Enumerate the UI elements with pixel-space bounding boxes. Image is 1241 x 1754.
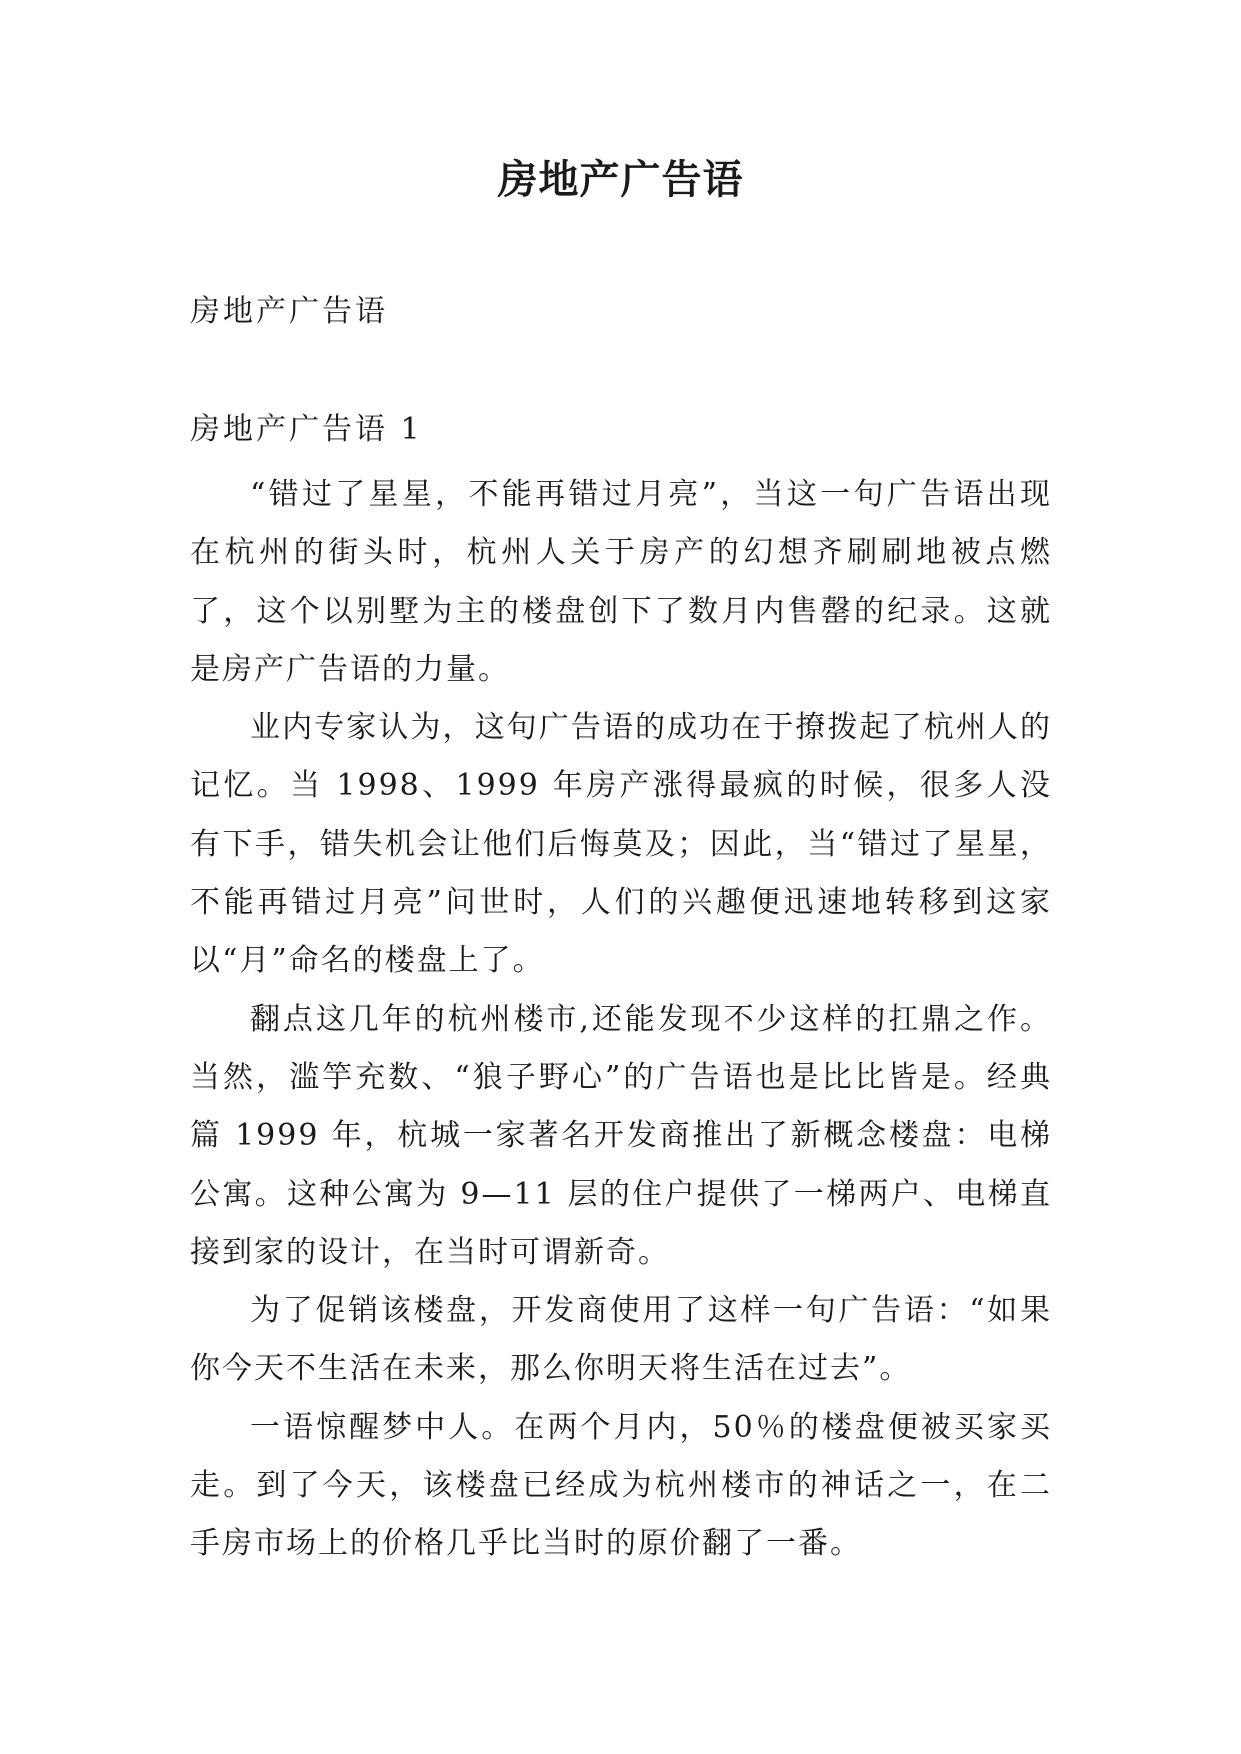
paragraph: 业内专家认为，这句广告语的成功在于撩拨起了杭州人的记忆。当 1998、1999 年房产涨得最疯的时候，很多人没有下手，错失机会让他们后悔莫及；因此，当“错过了星星，不能再错过月亮”问世时，人们的兴趣便迅速地转移到这家以“月”命名的楼盘上了。 <box>190 710 1052 979</box>
document-subtitle: 房地产广告语 <box>190 294 388 329</box>
section-heading: 房地产广告语 1 <box>190 412 423 447</box>
paragraph: 为了促销该楼盘，开发商使用了这样一句广告语：“如果你今天不生活在未来，那么你明天将生活在过去”。 <box>190 1293 1052 1387</box>
body-text <box>190 466 1052 1574</box>
paragraph: “错过了星星，不能再错过月亮”，当这一句广告语出现在杭州的街头时，杭州人关于房产的幻想齐刷刷地被点燃了，这个以别墅为主的楼盘创下了数月内售罄的纪录。这就是房产广告语的力量。 <box>190 477 1052 687</box>
document-title: 房地产广告语 <box>497 156 744 203</box>
paragraph: 一语惊醒梦中人。在两个月内，50％的楼盘便被买家买走。到了今天，该楼盘已经成为杭州楼市的神话之一，在二手房市场上的价格几乎比当时的原价翻了一番。 <box>190 1409 1052 1562</box>
paragraph: 翻点这几年的杭州楼市,还能发现不少这样的扛鼎之作。当然，滥竽充数、“狼子野心”的广告语也是比比皆是。经典篇 1999 年，杭城一家著名开发商推出了新概念楼盘：电梯公寓。这种公寓为 9—11 层的住户提供了一梯两户、电梯直接到家的设计，在当时可谓新奇。 <box>190 1001 1052 1270</box>
